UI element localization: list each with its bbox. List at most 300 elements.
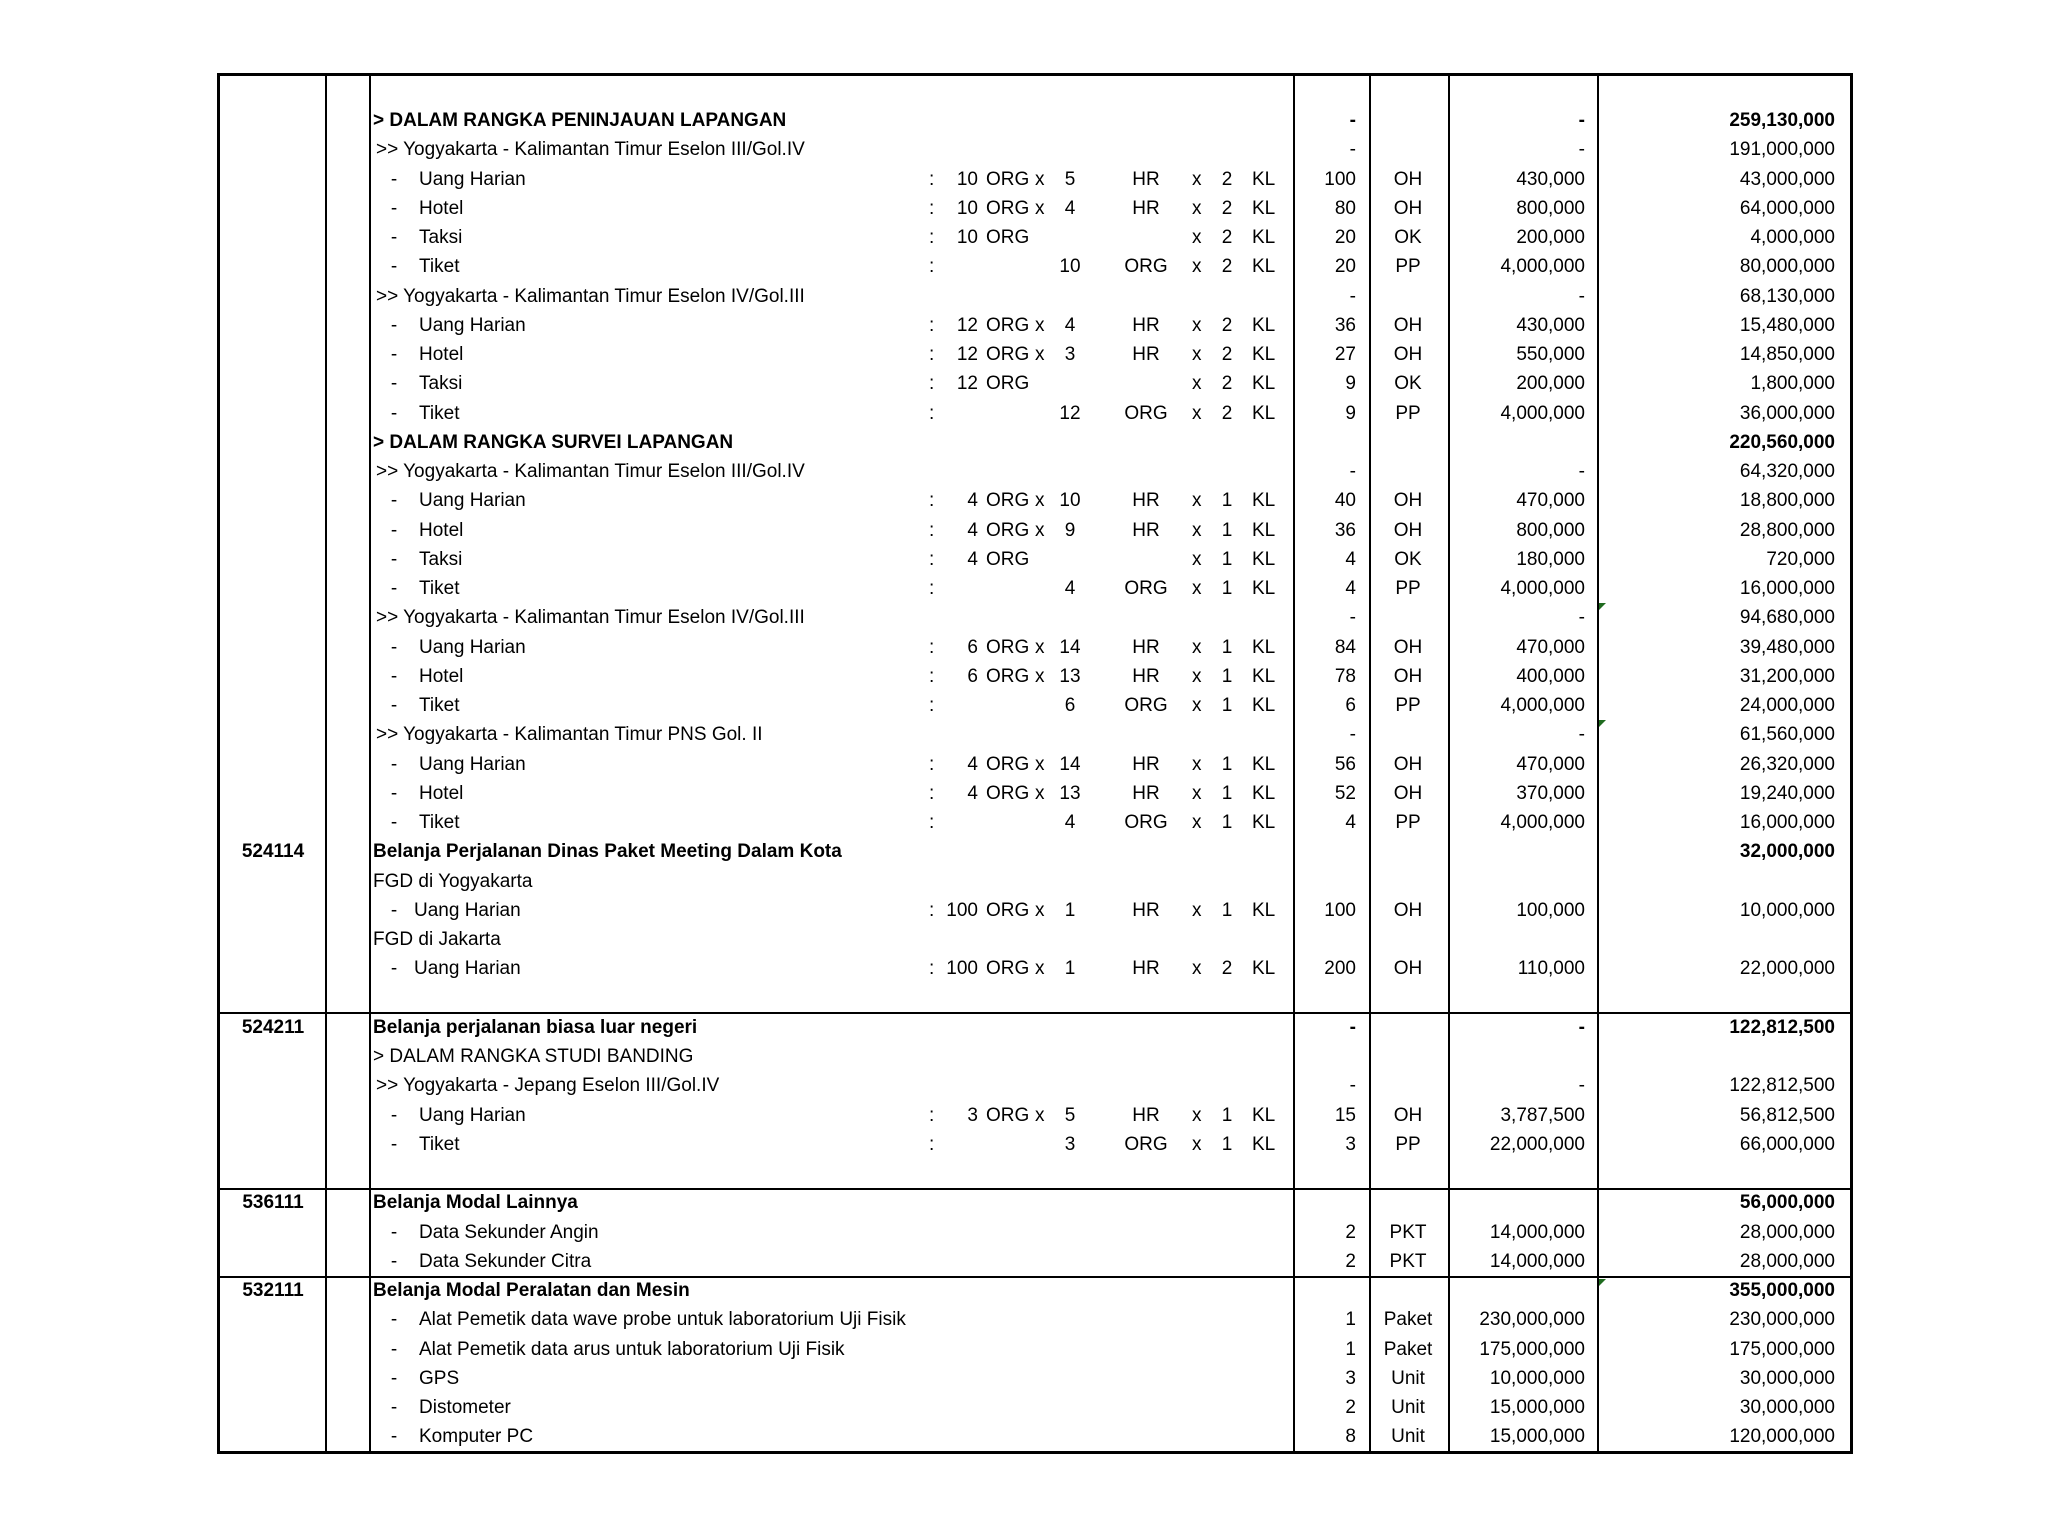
unit-value: Unit [1391,1426,1425,1448]
total-amount: 61,560,000 [1739,724,1835,746]
multiply-sign: x [1192,782,1202,804]
volume-value: 20 [1334,256,1356,278]
unit-price: 15,000,000 [1489,1426,1585,1448]
trip-unit: KL [1252,314,1276,336]
table-row [0,428,2048,457]
item-name: Uang Harian [419,490,526,512]
person-count: 12 [956,373,978,395]
volume-value: 6 [1345,695,1356,716]
unit-value: PP [1395,578,1421,599]
day-count: 10 [1059,490,1081,512]
day-unit: ORG [1124,256,1168,278]
person-unit: ORG [986,227,1030,248]
bullet-dash: - [390,753,398,775]
total-amount: 259,130,000 [1729,110,1835,131]
total-amount: 22,000,000 [1739,958,1835,980]
person-count: 10 [956,227,978,248]
volume-value: 100 [1324,168,1356,190]
multiply-sign: x [1192,548,1202,570]
unit-value: OK [1394,227,1422,248]
item-name: Tiket [419,256,460,278]
table-row [0,1101,2048,1130]
person-unit: ORG [986,373,1030,395]
person-unit: ORG [986,636,1030,658]
trip-unit: KL [1252,665,1276,687]
multiply-sign: x [1192,227,1202,248]
table-row [0,252,2048,281]
volume-value: 2 [1345,1250,1356,1272]
volume-value: 8 [1345,1426,1356,1448]
total-amount: 64,320,000 [1739,461,1835,482]
person-unit: ORG [986,314,1030,336]
total-amount: 120,000,000 [1729,1426,1835,1448]
volume-value: 52 [1334,782,1356,804]
trip-unit: KL [1252,548,1276,570]
bullet-dash: - [390,665,398,687]
item-name: Uang Harian [419,1104,526,1126]
unit-price: - [1578,285,1585,307]
trip-count: 2 [1221,344,1233,365]
unit-price: 800,000 [1516,519,1585,541]
unit-value: Unit [1391,1367,1425,1389]
day-count: 14 [1059,753,1081,775]
bullet-dash: - [390,958,398,980]
row-description: Belanja Modal Lainnya [373,1192,578,1214]
person-count: 12 [956,314,978,336]
total-amount: 175,000,000 [1729,1338,1835,1360]
unit-price: 4,000,000 [1500,578,1585,599]
person-unit: ORG [986,899,1030,921]
bullet-dash: - [390,548,398,570]
multiply-sign: x [1192,665,1202,687]
colon-separator: : [929,753,935,775]
bullet-dash: - [390,168,398,190]
item-name: Tiket [419,1133,460,1155]
colon-separator: : [929,899,935,921]
total-amount: 720,000 [1766,548,1835,570]
person-unit: ORG [986,344,1030,365]
unit-value: OH [1393,782,1423,804]
row-description: FGD di Yogyakarta [373,870,533,892]
table-row [0,135,2048,164]
border-bottom [217,1451,1853,1454]
trip-unit: KL [1252,490,1276,512]
volume-value: 9 [1345,373,1356,395]
volume-value: 27 [1334,344,1356,365]
trip-unit: KL [1252,402,1276,424]
total-amount: 24,000,000 [1739,695,1835,716]
table-row [0,896,2048,925]
unit-price: 3,787,500 [1500,1104,1585,1126]
table-row [0,1276,2048,1305]
multiply-sign: x [1035,344,1045,365]
unit-price: 4,000,000 [1500,695,1585,716]
trip-count: 1 [1221,578,1233,599]
bullet-dash: - [390,1104,398,1126]
trip-count: 2 [1221,197,1233,219]
day-unit: HR [1132,1104,1160,1126]
item-name: Tiket [419,402,460,424]
volume-value: 84 [1334,636,1356,658]
row-description: Belanja perjalanan biasa luar negeri [373,1016,698,1038]
item-name: Hotel [419,344,464,365]
table-row [0,1364,2048,1393]
person-unit: ORG [986,490,1030,512]
bullet-dash: - [390,1397,398,1418]
unit-value: OH [1393,958,1423,980]
day-count: 6 [1064,695,1076,716]
unit-price: 550,000 [1516,344,1585,365]
total-amount: 39,480,000 [1739,636,1835,658]
item-name: Uang Harian [414,899,521,921]
trip-unit: KL [1252,695,1276,716]
row-description: > DALAM RANGKA PENINJAUAN LAPANGAN [373,110,787,131]
total-amount: 1,800,000 [1750,373,1835,395]
volume-value: 9 [1345,402,1356,424]
unit-value: Paket [1383,1309,1433,1331]
colon-separator: : [929,812,935,833]
unit-price: 10,000,000 [1489,1367,1585,1389]
total-amount: 30,000,000 [1739,1367,1835,1389]
person-count: 6 [967,665,978,687]
volume-value: 78 [1334,665,1356,687]
trip-unit: KL [1252,958,1276,980]
trip-unit: KL [1252,899,1276,921]
trip-unit: KL [1252,782,1276,804]
day-unit: HR [1132,314,1160,336]
day-count: 13 [1059,782,1081,804]
volume-value: - [1349,139,1356,161]
volume-value: 200 [1324,958,1356,980]
multiply-sign: x [1192,256,1202,278]
table-row [0,340,2048,369]
table-row [0,750,2048,779]
table-row [0,545,2048,574]
volume-value: 100 [1324,899,1356,921]
table-row [0,1305,2048,1334]
trip-unit: KL [1252,256,1276,278]
total-amount: 68,130,000 [1739,285,1835,307]
multiply-sign: x [1192,578,1202,599]
person-unit: ORG [986,753,1030,775]
multiply-sign: x [1192,402,1202,424]
day-unit: HR [1132,782,1160,804]
table-row [0,223,2048,252]
bullet-dash: - [390,782,398,804]
person-count: 6 [967,636,978,658]
multiply-sign: x [1035,899,1045,921]
table-row [0,1071,2048,1100]
unit-value: OH [1393,314,1423,336]
unit-value: OH [1393,1104,1423,1126]
day-unit: ORG [1124,402,1168,424]
multiply-sign: x [1035,168,1045,190]
item-name: Uang Harian [419,753,526,775]
unit-price: - [1578,1016,1585,1038]
item-name: Data Sekunder Citra [419,1250,592,1272]
total-amount: 4,000,000 [1750,227,1835,248]
colon-separator: : [929,1104,935,1126]
table-row [0,837,2048,866]
bullet-dash: - [390,227,398,248]
bullet-dash: - [390,1426,398,1448]
multiply-sign: x [1192,197,1202,219]
table-row [0,1422,2048,1451]
day-count: 5 [1064,1104,1076,1126]
multiply-sign: x [1035,314,1045,336]
trip-count: 1 [1221,782,1233,804]
table-row [0,106,2048,135]
total-amount: 28,000,000 [1739,1250,1835,1272]
multiply-sign: x [1192,695,1202,716]
table-row [0,165,2048,194]
table-row [0,1130,2048,1159]
volume-value: 40 [1334,490,1356,512]
person-count: 3 [967,1104,978,1126]
volume-value: 1 [1345,1338,1356,1360]
colon-separator: : [929,402,935,424]
total-amount: 355,000,000 [1729,1280,1835,1301]
total-amount: 10,000,000 [1739,899,1835,921]
bullet-dash: - [390,636,398,658]
trip-count: 1 [1221,1133,1233,1155]
trip-count: 1 [1221,1104,1233,1126]
trip-count: 2 [1221,256,1233,278]
unit-price: 370,000 [1516,782,1585,804]
volume-value: 36 [1334,314,1356,336]
bullet-dash: - [390,1221,398,1243]
day-unit: HR [1132,958,1160,980]
day-count: 4 [1064,578,1076,599]
budget-code: 532111 [242,1280,304,1301]
total-amount: 43,000,000 [1739,168,1835,190]
unit-value: PP [1395,695,1421,716]
table-row [0,369,2048,398]
bullet-dash: - [390,314,398,336]
item-name: Alat Pemetik data arus untuk laboratorium Uji Fisik [419,1338,845,1360]
unit-value: PP [1395,402,1421,424]
day-unit: ORG [1124,1133,1168,1155]
trip-unit: KL [1252,227,1276,248]
volume-value: 15 [1334,1104,1356,1126]
volume-value: 4 [1345,812,1356,833]
item-name: Hotel [419,665,464,687]
unit-price: - [1578,461,1585,482]
trip-unit: KL [1252,578,1276,599]
day-unit: HR [1132,490,1160,512]
item-name: Uang Harian [419,636,526,658]
volume-value: 2 [1345,1397,1356,1418]
item-name: Taksi [419,548,463,570]
trip-count: 2 [1221,314,1233,336]
day-unit: HR [1132,665,1160,687]
total-amount: 80,000,000 [1739,256,1835,278]
volume-value: 4 [1345,548,1356,570]
total-amount: 56,000,000 [1739,1192,1835,1214]
volume-value: 56 [1334,753,1356,775]
bullet-dash: - [390,1367,398,1389]
volume-value: 3 [1345,1367,1356,1389]
table-row [0,779,2048,808]
unit-price: - [1578,1075,1585,1097]
table-row [0,516,2048,545]
day-count: 14 [1059,636,1081,658]
trip-count: 2 [1221,227,1233,248]
unit-value: OK [1394,373,1422,395]
table-row [0,720,2048,749]
colon-separator: : [929,373,935,395]
bullet-dash: - [390,402,398,424]
multiply-sign: x [1192,636,1202,658]
table-row [0,1247,2048,1276]
bullet-dash: - [390,1338,398,1360]
day-count: 4 [1064,314,1076,336]
day-unit: ORG [1124,695,1168,716]
trip-count: 2 [1221,373,1233,395]
multiply-sign: x [1192,373,1202,395]
table-row [0,1218,2048,1247]
multiply-sign: x [1035,636,1045,658]
row-description: > DALAM RANGKA STUDI BANDING [373,1046,694,1067]
multiply-sign: x [1192,519,1202,541]
multiply-sign: x [1192,1104,1202,1126]
unit-price: - [1578,607,1585,629]
day-unit: HR [1132,168,1160,190]
day-count: 4 [1064,812,1076,833]
multiply-sign: x [1192,168,1202,190]
trip-unit: KL [1252,344,1276,365]
unit-price: 110,000 [1517,958,1585,980]
item-name: Taksi [419,227,463,248]
unit-price: 4,000,000 [1500,256,1585,278]
bullet-dash: - [390,899,398,921]
person-unit: ORG [986,168,1030,190]
unit-value: PP [1395,1133,1421,1155]
multiply-sign: x [1035,197,1045,219]
bullet-dash: - [390,578,398,599]
colon-separator: : [929,197,935,219]
multiply-sign: x [1192,899,1202,921]
unit-value: Paket [1383,1338,1433,1360]
total-amount: 16,000,000 [1739,812,1835,833]
table-row [0,984,2048,1013]
budget-code: 536111 [242,1192,304,1214]
bullet-dash: - [390,344,398,365]
person-count: 100 [946,899,978,921]
day-unit: HR [1132,519,1160,541]
unit-price: 180,000 [1516,548,1585,570]
person-count: 10 [956,168,978,190]
total-amount: 64,000,000 [1739,197,1835,219]
multiply-sign: x [1035,490,1045,512]
trip-unit: KL [1252,1133,1276,1155]
table-row [0,1013,2048,1042]
colon-separator: : [929,519,935,541]
total-amount: 31,200,000 [1739,665,1835,687]
table-row [0,691,2048,720]
item-name: Tiket [419,812,460,833]
colon-separator: : [929,168,935,190]
multiply-sign: x [1192,344,1202,365]
unit-value: OK [1394,548,1422,570]
item-name: Data Sekunder Angin [419,1221,599,1243]
trip-count: 1 [1221,636,1233,658]
table-row [0,574,2048,603]
unit-price: 15,000,000 [1489,1397,1585,1418]
item-name: Uang Harian [414,958,521,980]
table-row [0,1393,2048,1422]
day-count: 10 [1059,256,1081,278]
budget-code: 524211 [241,1016,305,1038]
colon-separator: : [929,958,935,980]
table-row [0,282,2048,311]
unit-price: 175,000,000 [1479,1338,1585,1360]
person-count: 4 [967,519,978,541]
table-row [0,1042,2048,1071]
multiply-sign: x [1035,782,1045,804]
bullet-dash: - [390,812,398,833]
day-unit: HR [1132,899,1160,921]
trip-count: 1 [1221,548,1233,570]
volume-value: 36 [1334,519,1356,541]
row-description: Belanja Modal Peralatan dan Mesin [373,1280,690,1301]
trip-unit: KL [1252,753,1276,775]
unit-value: OH [1393,665,1423,687]
unit-price: 230,000,000 [1479,1309,1585,1331]
volume-value: - [1349,607,1356,629]
unit-price: 14,000,000 [1489,1221,1585,1243]
total-amount: 30,000,000 [1739,1397,1835,1418]
person-count: 4 [967,753,978,775]
unit-value: OH [1393,197,1423,219]
table-row [0,457,2048,486]
total-amount: 122,812,500 [1729,1016,1835,1038]
total-amount: 56,812,500 [1739,1104,1835,1126]
trip-count: 1 [1221,519,1233,541]
colon-separator: : [929,548,935,570]
item-name: Alat Pemetik data wave probe untuk laboratorium Uji Fisik [419,1309,906,1331]
trip-count: 1 [1221,695,1233,716]
row-description: >> Yogyakarta - Jepang Eselon III/Gol.IV [376,1075,720,1097]
total-amount: 191,000,000 [1729,139,1835,161]
day-count: 1 [1064,958,1076,980]
table-row [0,1188,2048,1217]
colon-separator: : [929,695,935,716]
total-amount: 94,680,000 [1739,607,1835,629]
bullet-dash: - [390,256,398,278]
table-row [0,633,2048,662]
table-row [0,808,2048,837]
bullet-dash: - [390,519,398,541]
person-unit: ORG [986,1104,1030,1126]
person-count: 4 [967,548,978,570]
item-name: GPS [419,1367,460,1389]
total-amount: 15,480,000 [1739,314,1835,336]
volume-value: 80 [1334,197,1356,219]
total-amount: 28,800,000 [1739,519,1835,541]
day-count: 3 [1064,1133,1076,1155]
border-top [217,73,1853,76]
item-name: Uang Harian [419,168,526,190]
day-unit: HR [1132,344,1160,365]
volume-value: 3 [1345,1133,1356,1155]
item-name: Hotel [419,197,464,219]
trip-count: 1 [1221,753,1233,775]
person-unit: ORG [986,665,1030,687]
day-unit: HR [1132,636,1160,658]
unit-price: - [1578,724,1585,746]
unit-price: - [1578,139,1585,161]
